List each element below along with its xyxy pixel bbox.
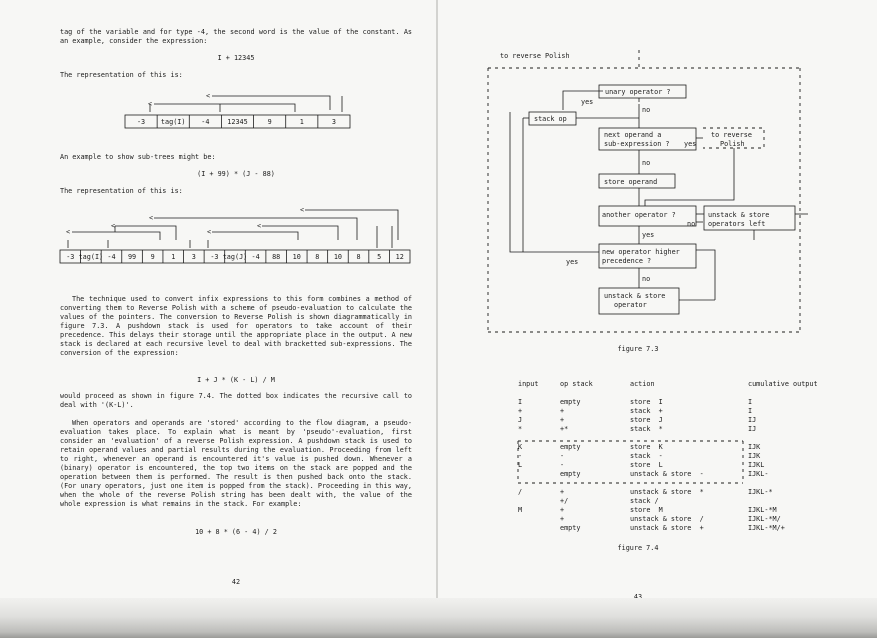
table-row [518, 506, 858, 515]
subtree-label: An example to show sub-trees might be: [60, 153, 216, 161]
page-number-right: 43 [633, 593, 643, 598]
tree-2-cell: 10 [292, 253, 301, 261]
svg-text:<: < [148, 100, 153, 108]
tree-1-cell: -4 [201, 118, 210, 126]
flow-stack-op: stack op [534, 115, 567, 123]
cell-action: store K [630, 443, 663, 451]
cell-output: IJKL- [748, 470, 769, 478]
table-row [518, 398, 858, 407]
table-row [518, 524, 858, 533]
cell-output: IJ [748, 425, 757, 433]
flow-yes4: yes [566, 258, 579, 266]
cell-action: stack - [630, 452, 663, 460]
tree-2-cell: 9 [150, 253, 155, 261]
tree-1-cell: 12345 [227, 118, 248, 126]
cell-output: IJKL-*M [748, 506, 777, 514]
cell-action: unstack & store - [630, 470, 704, 478]
cell-op-stack: + [560, 515, 565, 523]
svg-text:<: < [206, 92, 211, 100]
tree-2-cell: tag(J) [222, 253, 248, 261]
svg-text:<: < [300, 206, 305, 214]
cell-op-stack: + [560, 407, 565, 415]
flow-yes1: yes [581, 98, 594, 106]
left-page [0, 0, 436, 598]
tree-1-cell: 3 [331, 118, 336, 126]
tree-2-cell: 1 [171, 253, 176, 261]
cell-action: unstack & store * [630, 488, 704, 496]
flow-no3: no [687, 220, 696, 228]
flow-to-rp1: to reverse [711, 131, 752, 139]
tree-2-cell: -4 [107, 253, 116, 261]
flow-no2: no [642, 159, 651, 167]
table-row [518, 470, 858, 479]
cell-op-stack: - [560, 452, 565, 460]
cell-op-stack: +* [560, 425, 569, 433]
operators-paragraph: When operators and operands are 'stored' according to the flow diagram, a pseudo-evaluation takes place. To explain what is meant by 'pseudo'-evaluation, first consider an 'evaluation' of a reverse Polish expression. A pushdown stack is used to retain operand values and partial results during the evaluation. Proceeding from left to right, whenever an operand is encountered it's value is pushed down. Whenever a (binary) operator is encountered, the top two items on the stack are popped and the operation between them is performed. The result is then pushed back onto the stack. (For unary operators, just one item is popped from the stack). Proceeding in this way, when the whole of the reverse Polish string has been dealt with, the value of the whole expression is what remains in the stack. For example: [60, 419, 412, 508]
cell-input: J [518, 416, 523, 424]
tree-1-cells [125, 115, 350, 128]
table-row [518, 515, 858, 524]
tree-2-cell: -3 [66, 253, 75, 261]
table-row [518, 452, 858, 461]
cell-op-stack: empty [560, 398, 581, 406]
header-op-stack: op stack [560, 380, 593, 388]
svg-text:<: < [149, 214, 154, 222]
tree-2-cell: 3 [191, 253, 196, 261]
table-row [518, 443, 858, 452]
scan-shadow [0, 598, 877, 638]
svg-text:<: < [207, 228, 212, 236]
tree-2-cell: 8 [356, 253, 361, 261]
table-row [518, 497, 858, 506]
cell-output: IJKL-*M/+ [748, 524, 785, 532]
cell-output: IJK [748, 452, 761, 460]
table-header [518, 380, 858, 389]
cell-output: IJK [748, 443, 761, 451]
cell-action: store M [630, 506, 663, 514]
flow-to-rp2: Polish [720, 140, 745, 148]
flow-unstack-left2: operators left [708, 220, 766, 228]
proceed-paragraph: would proceed as shown in figure 7.4. The dotted box indicates the recursive call to deal with '(K-L)'. [60, 392, 412, 409]
tree-1-pointers [148, 92, 342, 112]
tree-2-cell: 88 [272, 253, 281, 261]
tree-2-cell: 5 [377, 253, 382, 261]
cell-op-stack: empty [560, 443, 581, 451]
flow-no4: no [642, 275, 651, 283]
cell-output: I [748, 398, 753, 406]
tree-2-cell: 10 [333, 253, 343, 261]
svg-text:<: < [257, 222, 262, 230]
flow-yes3: yes [642, 231, 655, 239]
expression-4: 10 + 8 * (6 - 4) / 2 [195, 528, 277, 536]
cell-op-stack: + [560, 488, 565, 496]
flow-new-op2: precedence ? [602, 257, 652, 265]
flow-no1: no [642, 106, 651, 114]
intro-paragraph: tag of the variable and for type -4, the second word is the value of the constant. As an example, consider the expression: [60, 28, 412, 45]
trace-table [518, 380, 858, 540]
cell-input: M [518, 506, 523, 514]
flow-yes2: yes [684, 140, 697, 148]
tree-2-cell: 12 [395, 253, 404, 261]
flow-unary: unary operator ? [605, 88, 671, 96]
cell-output: IJKL-* [748, 488, 773, 496]
cell-action: store J [630, 416, 663, 424]
flow-next2: sub-expression ? [604, 140, 670, 148]
table-row [518, 488, 858, 497]
cell-action: stack + [630, 407, 663, 415]
page-number-left: 42 [231, 578, 241, 586]
cell-op-stack: +/ [560, 497, 569, 505]
representation-label-2: The representation of this is: [60, 187, 183, 195]
flow-store-operand: store operand [604, 178, 658, 186]
tree-2-cell: -4 [251, 253, 260, 261]
cell-input: L [518, 461, 523, 469]
right-page [438, 0, 877, 598]
cell-op-stack: empty [560, 470, 581, 478]
cell-action: store L [630, 461, 663, 469]
flow-boxes [529, 85, 795, 314]
flow-unstack-op1: unstack & store [604, 292, 666, 300]
tree-2-cells [60, 250, 410, 263]
expression-3: I + J * (K - L) / M [197, 376, 275, 384]
flow-unstack-op2: operator [614, 301, 647, 309]
cell-output: IJKL [748, 461, 765, 469]
cell-op-stack: - [560, 461, 565, 469]
tree-1-cell: tag(I) [160, 118, 186, 126]
flow-another: another operator ? [602, 211, 676, 219]
cell-input: - [518, 452, 523, 460]
cell-op-stack: + [560, 506, 565, 514]
cell-input: / [518, 488, 523, 496]
tree-1-cell: 1 [299, 118, 304, 126]
cell-input: + [518, 407, 523, 415]
expression-2: (I + 99) * (J - 88) [197, 170, 275, 178]
expression-1: I + 12345 [217, 54, 255, 62]
cell-input: K [518, 443, 523, 451]
representation-label-1: The representation of this is: [60, 71, 183, 79]
svg-text:<: < [111, 222, 116, 230]
technique-paragraph: The technique used to convert infix expressions to this form combines a method of converting them to Reverse Polish with a scheme of pseudo-evaluation to calculate the values of the pointers. The conversion to Reverse Polish is shown diagrammatically in figure 7.3. A pushdown stack is used for operators to take account of their precedence. This delays their storage until the appropriate place in the output. A new stack is declared at each recursive level to deal with bracketted sub-expressions. The conversion of the expression: [60, 295, 412, 357]
flow-title: to reverse Polish [500, 52, 570, 60]
cell-input: * [518, 425, 523, 433]
cell-action: stack * [630, 425, 663, 433]
cell-output: I [748, 407, 753, 415]
header-cumulative: cumulative output [748, 380, 818, 388]
cell-action: store I [630, 398, 663, 406]
flow-texts [500, 52, 769, 309]
svg-text:<: < [66, 228, 71, 236]
cell-op-stack: + [560, 416, 565, 424]
flow-unstack-left1: unstack & store [708, 211, 770, 219]
table-row [518, 461, 858, 470]
flow-new-op1: new operator higher [602, 248, 680, 256]
figure-7-3-caption: figure 7.3 [617, 345, 659, 353]
cell-output: IJKL-*M/ [748, 515, 781, 523]
header-action: action [630, 380, 655, 388]
cell-op-stack: empty [560, 524, 581, 532]
table-row [518, 416, 858, 425]
header-input: input [518, 380, 539, 388]
tree-1-cell: -3 [136, 118, 146, 126]
table-row [518, 425, 858, 434]
tree-2-cell: tag(I) [78, 253, 104, 261]
cell-action: unstack & store + [630, 524, 704, 532]
table-row [518, 407, 858, 416]
cell-action: stack / [630, 497, 659, 505]
cell-output: IJ [748, 416, 757, 424]
figure-7-4-caption: figure 7.4 [617, 544, 659, 552]
tree-1-cell: 9 [267, 118, 272, 126]
tree-2-cell: 99 [127, 253, 137, 261]
tree-2-pointers [66, 206, 398, 248]
flow-next1: next operand a [604, 131, 662, 139]
tree-2-cell: 8 [315, 253, 320, 261]
tree-2-cell: -3 [210, 253, 219, 261]
cell-input: I [518, 398, 523, 406]
cell-action: unstack & store / [630, 515, 704, 523]
